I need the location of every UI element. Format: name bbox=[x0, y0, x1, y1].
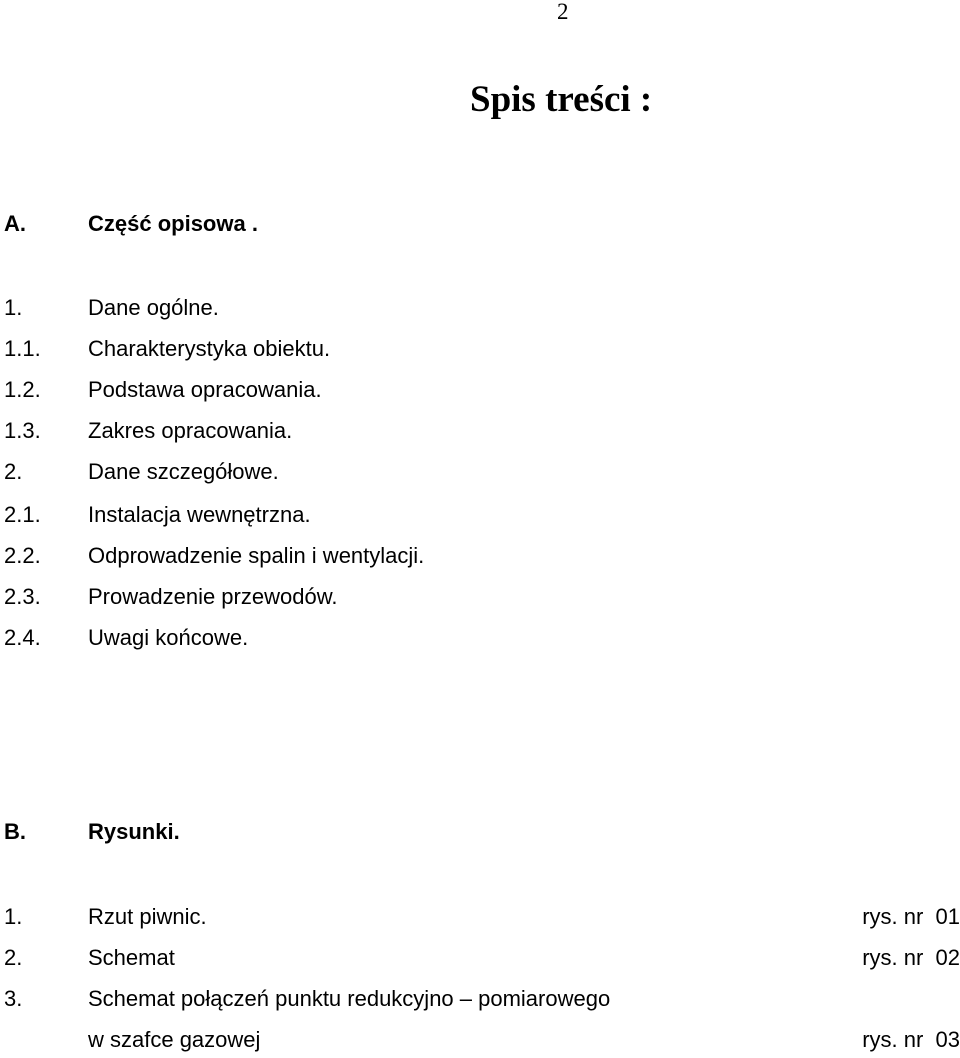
drawing-item-label: Schemat połączeń punktu redukcyjno – pomiarowego bbox=[88, 986, 611, 1011]
drawing-item-label: Schemat bbox=[88, 945, 175, 970]
contents-item-label: Instalacja wewnętrzna. bbox=[88, 502, 311, 527]
contents-item-number: 2.2. bbox=[4, 543, 41, 568]
contents-item-label: Charakterystyka obiektu. bbox=[88, 336, 331, 361]
drawing-item-ref: rys. nr 01 bbox=[862, 904, 960, 929]
drawing-item-label: Rzut piwnic. bbox=[88, 904, 207, 929]
contents-item-number: 1.2. bbox=[4, 377, 41, 402]
section-a-title: Część opisowa . bbox=[88, 211, 258, 236]
contents-item-number: 2.4. bbox=[4, 625, 41, 650]
section-a-letter: A. bbox=[4, 211, 26, 236]
drawing-item-number: 3. bbox=[4, 986, 23, 1011]
contents-item-label: Uwagi końcowe. bbox=[88, 625, 249, 650]
section-b-letter: B. bbox=[4, 819, 26, 844]
drawing-item-number: 2. bbox=[4, 945, 23, 970]
contents-item-label: Zakres opracowania. bbox=[88, 418, 293, 443]
contents-item-number: 2. bbox=[4, 459, 23, 484]
contents-item-number: 1.1. bbox=[4, 336, 41, 361]
contents-item-number: 2.3. bbox=[4, 584, 41, 609]
contents-item-number: 1. bbox=[4, 295, 23, 320]
drawing-item-ref: rys. nr 03 bbox=[862, 1027, 960, 1052]
drawing-item-number: 1. bbox=[4, 904, 23, 929]
section-b-title: Rysunki. bbox=[88, 819, 180, 844]
page-number: 2 bbox=[557, 0, 569, 24]
contents-item-label: Odprowadzenie spalin i wentylacji. bbox=[88, 543, 425, 568]
contents-item-label: Dane ogólne. bbox=[88, 295, 219, 320]
drawing-item-label: w szafce gazowej bbox=[88, 1027, 261, 1052]
drawing-item-ref: rys. nr 02 bbox=[862, 945, 960, 970]
contents-item-label: Dane szczegółowe. bbox=[88, 459, 279, 484]
contents-item-label: Podstawa opracowania. bbox=[88, 377, 322, 402]
contents-item-number: 2.1. bbox=[4, 502, 41, 527]
contents-item-number: 1.3. bbox=[4, 418, 41, 443]
page-title: Spis treści : bbox=[470, 79, 653, 120]
contents-item-label: Prowadzenie przewodów. bbox=[88, 584, 338, 609]
